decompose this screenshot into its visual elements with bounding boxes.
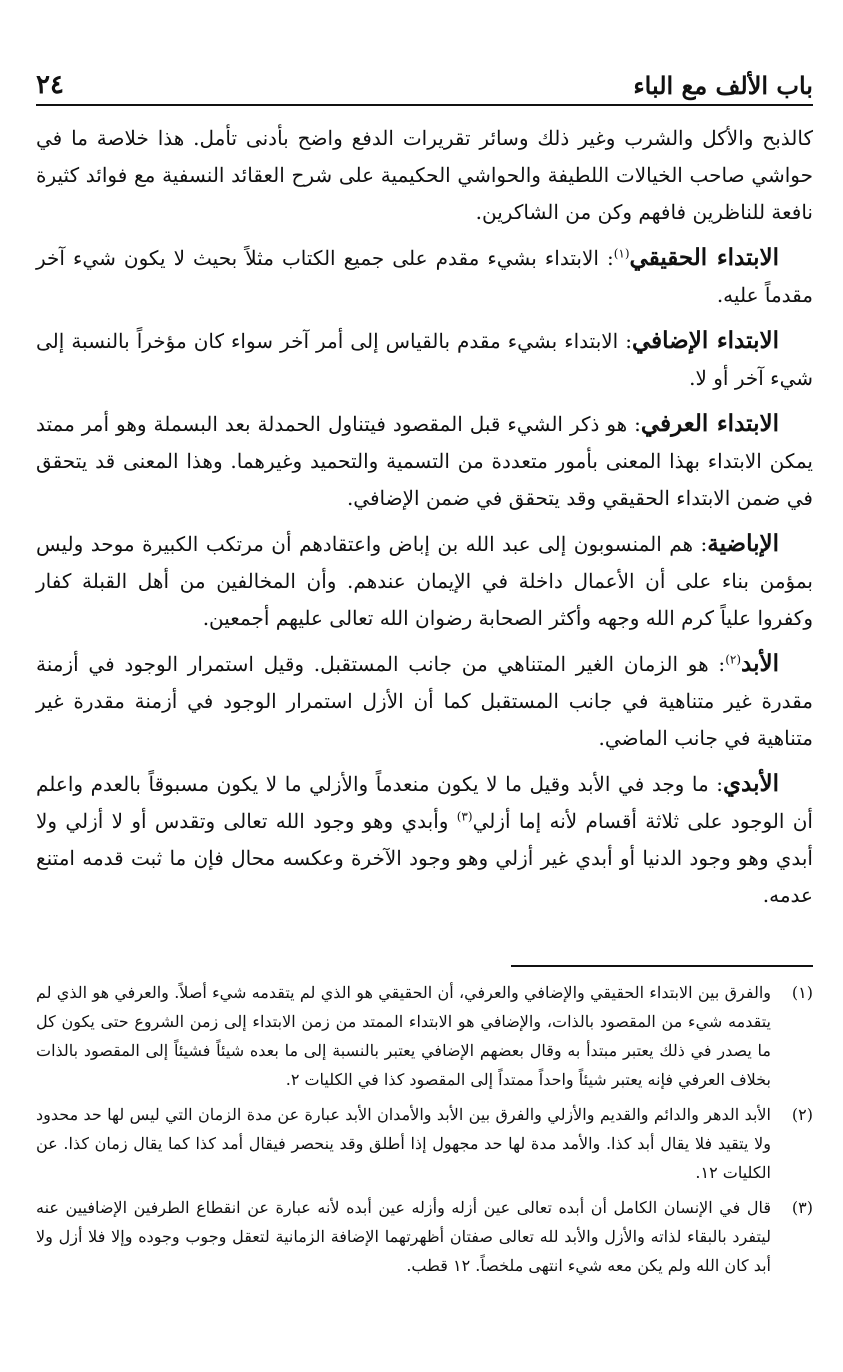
footnote-text: قال في الإنسان الكامل أن أبده تعالى عين أزله وأزله عين أبده لأنه عبارة عن انقطاع الطرفين الإضافيين عنه ليتفرد بالبقاء لذاته والأزل والأبد لله تعالى صفتان أظهرتهما الإضافة الزمانية لتعقل وجوب وجوده وإلا فلا أزل ولا أبد كان الله ولم يكن معه شيء انتهى ملخصاً. ١٢ قطب. — [36, 1198, 772, 1275]
entry-definition: هم المنسوبون إلى عبد الله بن إباض واعتقادهم أن مرتكب الكبيرة موحد وليس بمؤمن بناء على أن الأعمال داخلة في الإيمان عندهم. وأن المخالفين من أهل القبلة كفار وكفروا علياً كرم الله وجهه وأكثر الصحابة رضوان الله تعالى عليهم أجمعين. — [36, 532, 813, 630]
main-text — [36, 120, 813, 920]
entry-term: الابتداء الحقيقي — [629, 244, 779, 271]
header-title: باب الألف مع الباء — [633, 71, 813, 100]
footnote-number: (٣) — [791, 1198, 813, 1217]
footnotes — [36, 978, 813, 1286]
entry-ibadiyya — [36, 525, 813, 637]
entry-ibtida-idafi — [36, 322, 813, 397]
footnote-text: الأبد الدهر والدائم والقديم والأزلي والفرق بين الأبد والأمدان الأبد عبارة عن مدة الزمان التي ليس لها حد محدود ولا يتقيد فلا يقال أبد كذا. والأمد مدة لها حد مجهول إذا أطلق وقد ينحصر فيقال أمد كذا كما يقال زمان كذا. عن الكليات ١٢. — [36, 1105, 771, 1182]
entry-term: الأبدي — [723, 770, 779, 797]
entry-ibtida-haqiqi — [36, 239, 813, 314]
footnote — [36, 978, 813, 1094]
footnote-ref[interactable]: (١) — [613, 246, 630, 261]
footnote-number: (١) — [791, 983, 813, 1002]
entry-term: الابتداء الإضافي — [632, 327, 779, 354]
entry-sep: : — [598, 246, 614, 270]
entry-sep: : — [618, 329, 632, 353]
entry-term: الابتداء العرفي — [640, 410, 779, 437]
footnote-divider — [511, 965, 813, 967]
entry-abad — [36, 645, 813, 757]
entry-ibtida-urfi — [36, 405, 813, 517]
page — [36, 0, 813, 1372]
entry-sep: : — [693, 532, 708, 556]
footnote — [36, 1100, 813, 1187]
footnote-number: (٢) — [791, 1105, 813, 1124]
footnote-ref[interactable]: (٢) — [725, 652, 742, 667]
intro-paragraph: كالذبح والأكل والشرب وغير ذلك وسائر تقريرات الدفع واضح بأدنى تأمل. هذا خلاصة ما في حواشي صاحب الخيالات اللطيفة والحواشي الحكيمية على شرح العقائد النسفية مع فوائد كثيرة نافعة للناظرين فافهم وكن من الشاكرين. — [36, 126, 813, 224]
entry-sep: : — [708, 772, 724, 796]
entry-term: الإباضية — [707, 530, 779, 557]
entry-abadi — [36, 765, 813, 914]
entry-definition: هو الزمان الغير المتناهي من جانب المستقبل. وقيل استمرار الوجود في أزمنة مقدرة غير متناهية في جانب المستقبل كما أن الأزل استمرار الوجود في أزمنة مقدرة غير متناهية في جانب الماضي. — [36, 652, 813, 750]
running-header — [36, 60, 813, 106]
entry-definition: الابتداء بشيء مقدم على جميع الكتاب مثلاً بحيث لا يكون شيء آخر مقدماً عليه. — [36, 246, 813, 307]
entry-definition: ما وجد في الأبد وقيل ما لا يكون منعدماً والأزلي ما لا يكون مسبوقاً بالعدم واعلم أن الوجود على ثلاثة أقسام لأنه إما أزلي — [36, 772, 813, 833]
entry-definition: هو ذكر الشيء قبل المقصود فيتناول الحمدلة بعد البسملة وهو أمر ممتد يمكن الابتداء بهذا المعنى بأمور متعددة من التسمية والتحميد وغيرهما. وهذا المعنى قد يتحقق في ضمن الابتداء الحقيقي وقد يتحقق في ضمن الإضافي. — [36, 412, 813, 510]
footnote — [36, 1193, 813, 1280]
entry-definition-cont: وأبدي وهو وجود الله تعالى وتقدس أو لا أزلي ولا أبدي وهو وجود الدنيا أو أبدي غير أزلي وهو وجود الآخرة وعكسه محال فإن ما ثبت قدمه امتنع عدمه. — [36, 809, 813, 907]
entry-term: الأبد — [741, 650, 779, 677]
footnote-ref[interactable]: (٣) — [456, 809, 473, 824]
footnote-text: والفرق بين الابتداء الحقيقي والإضافي والعرفي، أن الحقيقي هو الذي لم يتقدمه شيء أصلاً. والعرفي هو الذي لم يتقدمه شيء من المقصود بالذات، والإضافي هو الابتداء الممتد من زمن الابتداء إلى زمن الشروع حتى يكون كل ما يصدر في ذلك يعتبر مبتدأ به وقال بعضهم الإضافي يعتبر بالنسبة إلى ما بعده شيئاً فشيئاً إلى المقصود بالذات بخلاف العرفي فإنه يعتبر شيئاً واحداً ممتداً إلى المقصود كذا في الكليات ٢. — [36, 983, 771, 1089]
entry-definition: الابتداء بشيء مقدم بالقياس إلى أمر آخر سواء كان مؤخراً بالنسبة إلى شيء آخر أو لا. — [36, 329, 813, 390]
entry-sep: : — [627, 412, 641, 436]
page-number: ٢٤ — [36, 70, 64, 100]
entry-sep: : — [708, 652, 726, 676]
